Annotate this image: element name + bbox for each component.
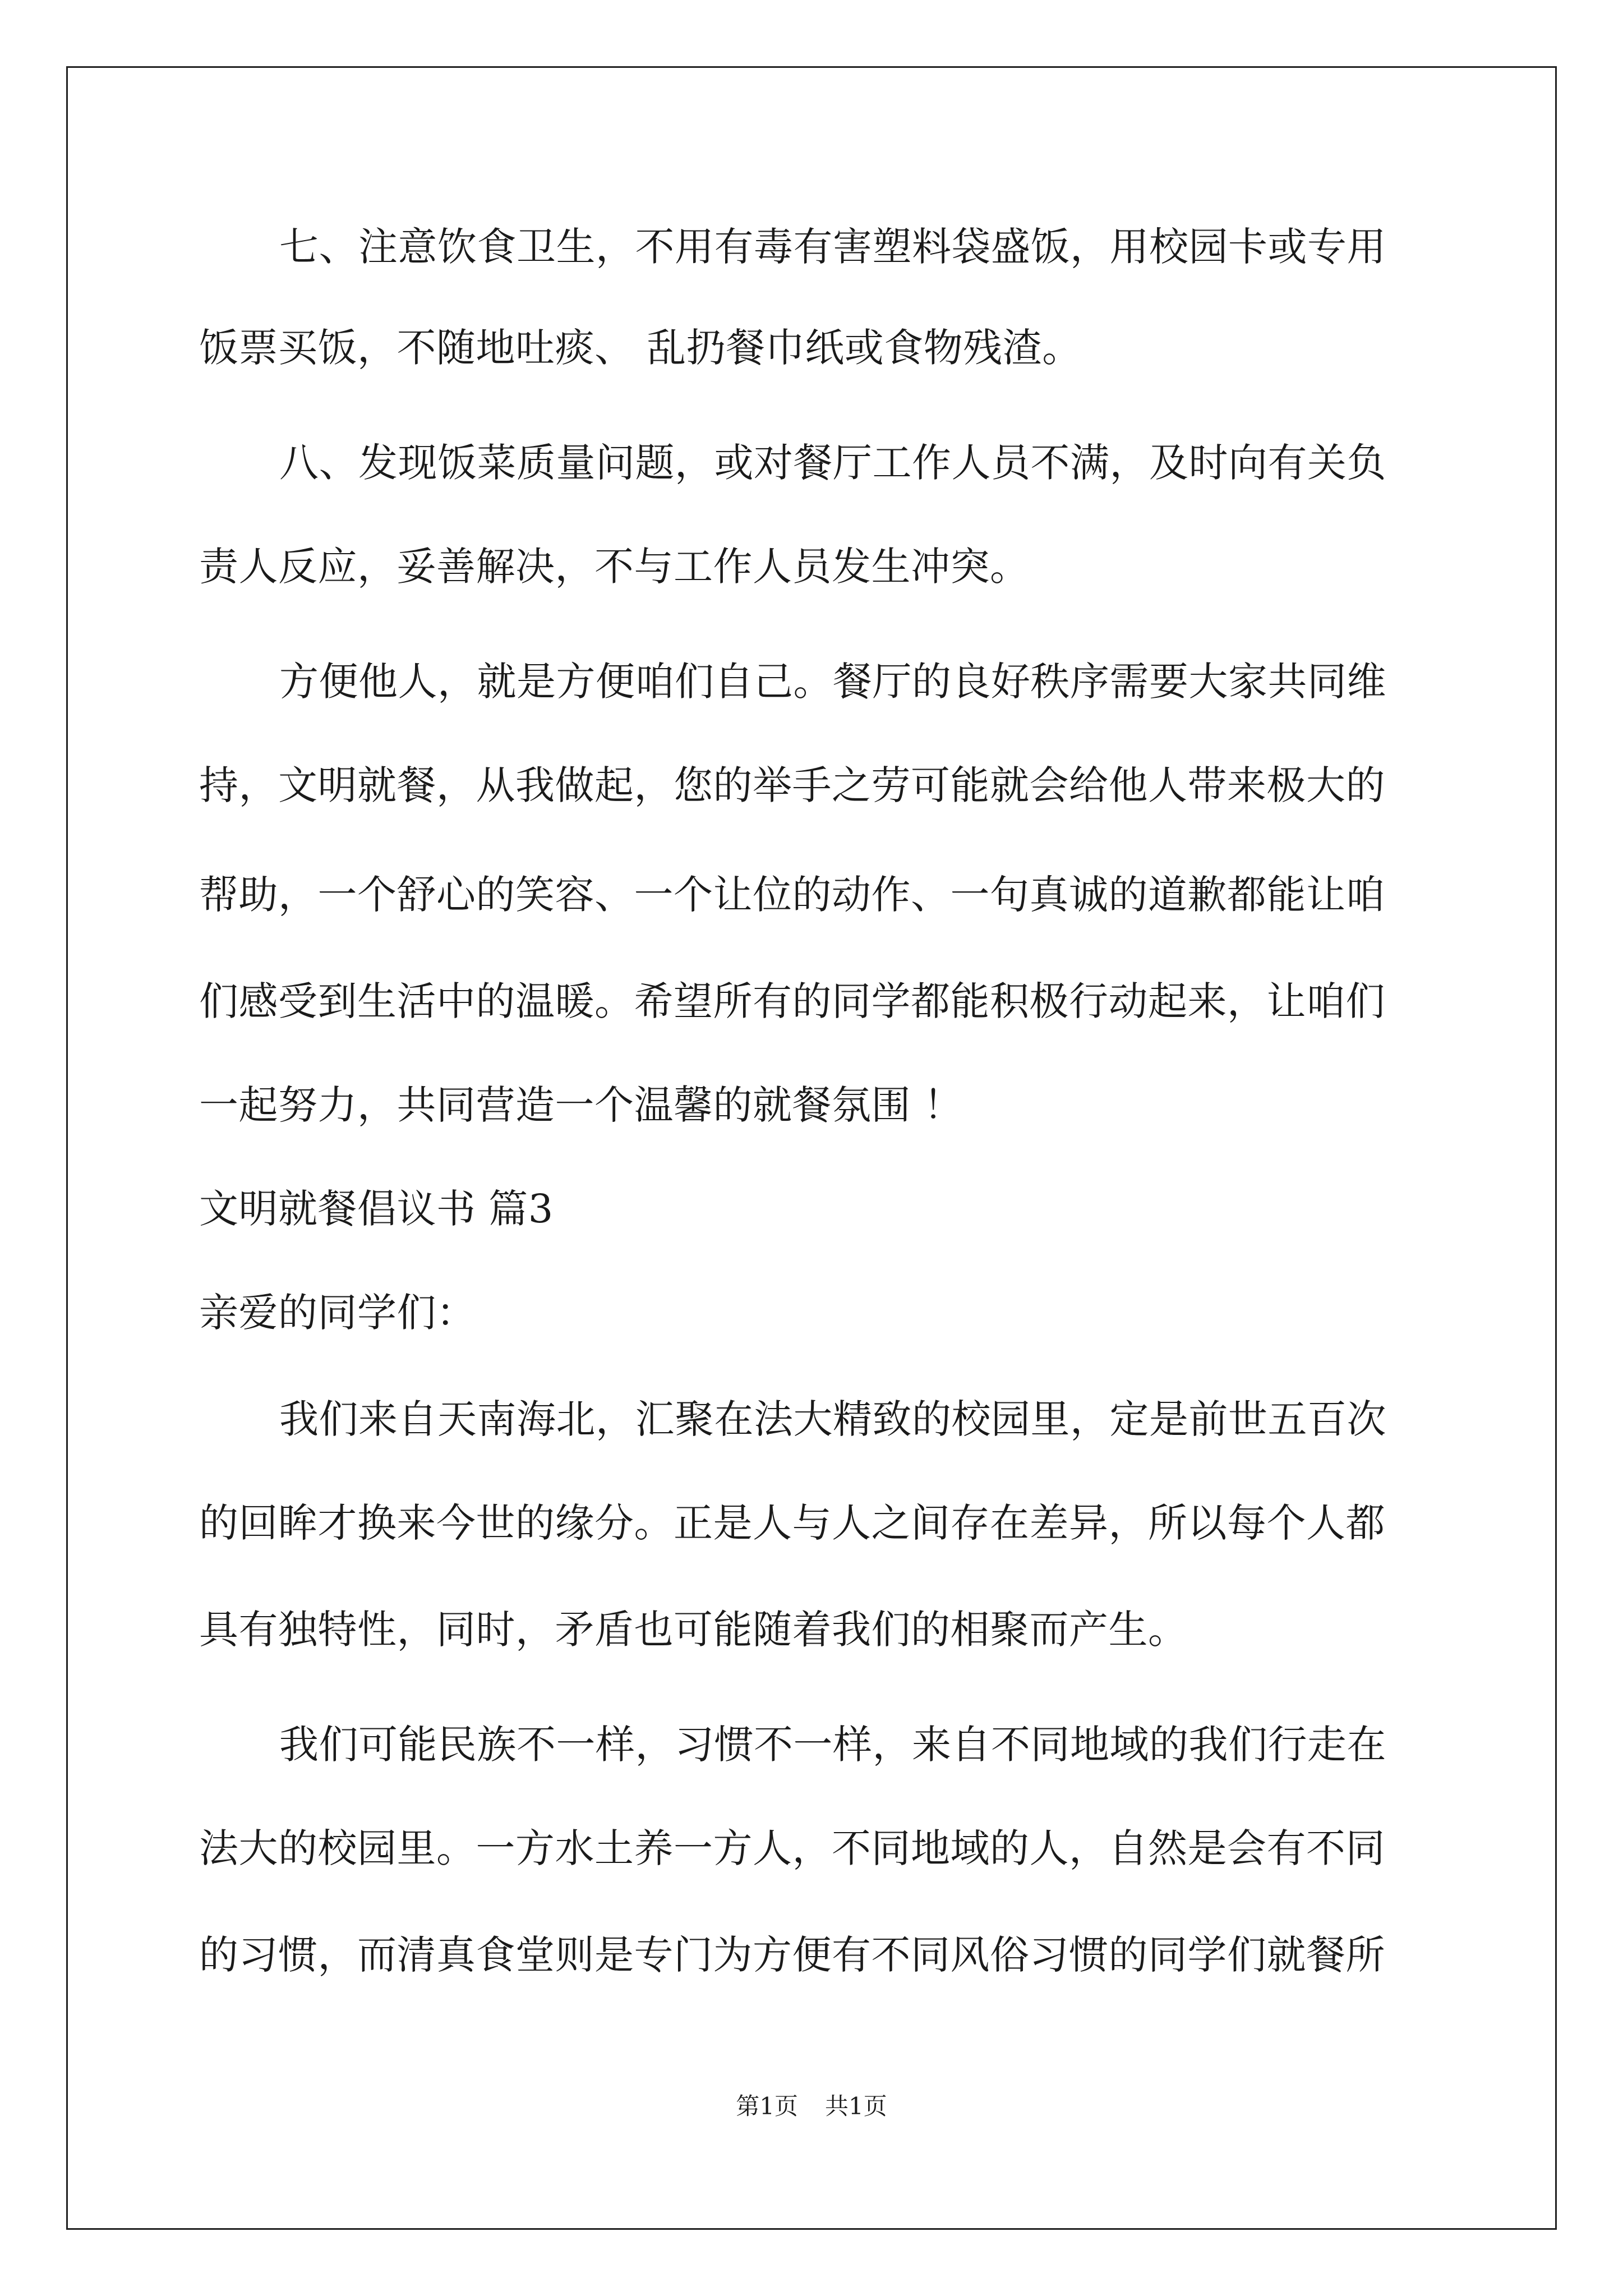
page-total: 共1页 [825,2092,887,2120]
paragraph-line: 一起努力，共同营造一个温馨的就餐氛围 ！ [199,1082,963,1128]
paragraph-line: 我们来自天南海北，汇聚在法大精致的校园里，定是前世五百次 [279,1396,1386,1442]
paragraph-line: 法大的校园里。一方水土养一方人，不同地域的人，自然是会有不同 [199,1825,1385,1871]
paragraph-line: 持，文明就餐，从我做起，您的举手之劳可能就会给他人带来极大的 [199,762,1385,808]
page-footer [0,2090,1623,2123]
paragraph-line: 们感受到生活中的温暖。希望所有的同学都能积极行动起来，让咱们 [199,978,1385,1024]
page-number: 第1页 [736,2092,798,2120]
section-heading: 文明就餐倡议书 篇3 [199,1186,554,1232]
paragraph-line: 具有独特性，同时，矛盾也可能随着我们的相聚而产生。 [199,1607,1188,1653]
paragraph-line: 方便他人，就是方便咱们自己。餐厅的良好秩序需要大家共同维 [279,659,1386,705]
paragraph-line: 的习惯，而清真食堂则是专门为方便有不同风俗习惯的同学们就餐所 [199,1932,1385,1978]
salutation: 亲爱的同学们： [199,1290,476,1336]
page-border [66,66,1557,2230]
paragraph-line: 的回眸才换来今世的缘分。正是人与人之间存在差异，所以每个人都 [199,1500,1385,1546]
paragraph-line: 责人反应，妥善解决，不与工作人员发生冲突。 [199,544,1030,590]
paragraph-line: 八、发现饭菜质量问题，或对餐厅工作人员不满，及时向有关负 [279,440,1386,486]
paragraph-line: 帮助，一个舒心的笑容、一个让位的动作、一句真诚的道歉都能让咱 [199,872,1385,918]
paragraph-line: 七、注意饮食卫生，不用有毒有害塑料袋盛饭，用校园卡或专用 [279,224,1386,270]
paragraph-line: 饭票买饭，不随地吐痰、 乱扔餐巾纸或食物残渣。 [199,325,1082,371]
paragraph-line: 我们可能民族不一样，习惯不一样，来自不同地域的我们行走在 [279,1722,1386,1768]
